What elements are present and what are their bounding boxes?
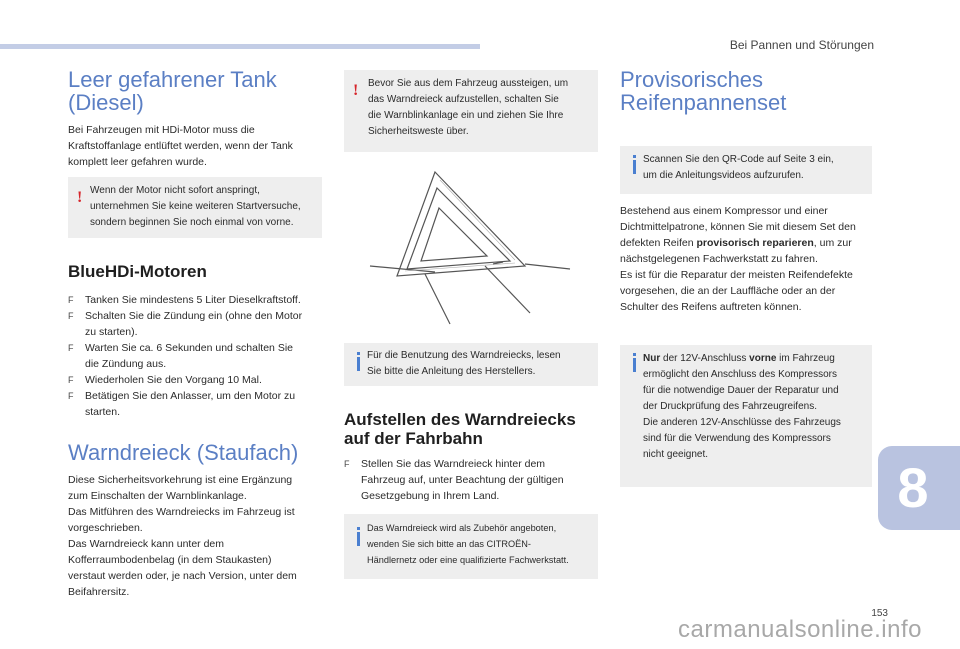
- info-box-accessory: [344, 514, 598, 579]
- info-icon: [633, 358, 636, 372]
- tyre-kit-description: Bestehend aus einem Kompressor und einer Dichtmittelpatrone, können Sie mit diesem Set den defekten Reifen provisorisch reparieren, um zur nächstgelegenen Fachwerkstatt zu fahren. Es ist für die Reparatur der meisten Reifendefekte vorgesehen, die an der Lauffläche oder an der Schulter des Reifens auftreten können.: [620, 205, 856, 313]
- watermark: carmanualsonline.info: [678, 616, 922, 643]
- place-triangle-steps: [344, 456, 599, 504]
- info-icon: [357, 357, 360, 371]
- title-warning-triangle-storage: Warndreieck (Staufach): [68, 440, 299, 465]
- chapter-number: 8: [897, 456, 929, 519]
- list-item: F Betätigen Sie den Anlasser, um den Motor zu starten.: [68, 390, 296, 418]
- warning-text-engine: Wenn der Motor nicht sofort anspringt, unternehmen Sie keine weiteren Startversuche, sondern beginnen Sie noch einmal von vorne.: [90, 185, 301, 228]
- warning-icon: !: [77, 189, 83, 206]
- list-item: F Warten Sie ca. 6 Sekunden und schalten Sie die Zündung aus.: [68, 342, 293, 370]
- bullet-icon: F: [68, 295, 74, 305]
- info-icon: [357, 532, 360, 546]
- warning-box-exit: [344, 70, 598, 152]
- title-empty-tank: Leer gefahrener Tank (Diesel): [68, 67, 277, 115]
- info-box-12v: [620, 345, 872, 487]
- info-text-12v: Nur der 12V-Anschluss vorne im Fahrzeug ermöglicht den Anschluss des Kompressors für die notwendige Dauer der Reparatur und der Druckprüfung des Fahrzeugreifens. Die anderen 12V-Anschlüsse des Fahrzeugs sind für die Verwendung des Kompressors nicht geeignet.: [643, 353, 841, 460]
- empty-tank-intro: Bei Fahrzeugen mit HDi-Motor muss die Kraftstoffanlage entlüftet werden, wenn der Tank komplett leer gefahren wurde.: [68, 124, 293, 168]
- warning-triangle-illustration: [365, 168, 575, 330]
- bluehdi-steps: [68, 292, 330, 420]
- info-box-manufacturer: [344, 343, 598, 386]
- list-item: F Stellen Sie das Warndreieck hinter dem Fahrzeug auf, unter Beachtung der gültigen Gesetzgebung in Ihrem Land.: [344, 458, 564, 502]
- page-number: 153: [871, 608, 888, 619]
- bullet-icon: F: [68, 375, 74, 385]
- list-item: F Wiederholen Sie den Vorgang 10 Mal.: [68, 374, 262, 386]
- title-bluehdi: BlueHDi-Motoren: [68, 262, 207, 281]
- list-item: F Schalten Sie die Zündung ein (ohne den Motor zu starten).: [68, 310, 303, 338]
- warning-icon: !: [353, 82, 359, 99]
- list-item: F Tanken Sie mindestens 5 Liter Dieselkraftstoff.: [68, 294, 301, 306]
- section-title: Bei Pannen und Störungen: [729, 38, 874, 52]
- bullet-icon: F: [68, 343, 74, 353]
- info-box-qr: [620, 146, 872, 194]
- bullet-icon: F: [68, 311, 74, 321]
- info-text-qr: Scannen Sie den QR-Code auf Seite 3 ein, um die Anleitungsvideos aufzurufen.: [643, 154, 834, 181]
- warning-text-exit: Bevor Sie aus dem Fahrzeug aussteigen, um das Warndreieck aufzustellen, schalten Sie die Warnblinkanlage ein und ziehen Sie Ihre Sicherheitsweste über.: [368, 78, 569, 137]
- info-text-accessory: Das Warndreieck wird als Zubehör angeboten, wenden Sie sich bitte an das CITROËN- Händlernetz oder eine qualifizierte Fachwerkstatt.: [367, 523, 569, 565]
- info-text-manufacturer: Für die Benutzung des Warndreiecks, lesen Sie bitte die Anleitung des Herstellers.: [367, 350, 561, 377]
- warning-box-engine: [68, 177, 322, 238]
- title-tyre-repair-kit: Provisorisches Reifenpannenset: [620, 67, 787, 115]
- bullet-icon: F: [344, 459, 350, 469]
- info-icon: [633, 160, 636, 174]
- bullet-icon: F: [68, 391, 74, 401]
- title-place-triangle: Aufstellen des Warndreiecks auf der Fahrbahn: [344, 410, 576, 448]
- warning-triangle-storage-text: Diese Sicherheitsvorkehrung ist eine Ergänzung zum Einschalten der Warnblinkanlage. Das Mitführen des Warndreiecks im Fahrzeug ist vorgeschrieben. Das Warndreieck kann unter dem Kofferraumbodenbelag (in dem Staukasten) verstaut werden oder, je nach Version, unter dem Beifahrersitz.: [68, 474, 297, 598]
- header-bar: [0, 44, 480, 49]
